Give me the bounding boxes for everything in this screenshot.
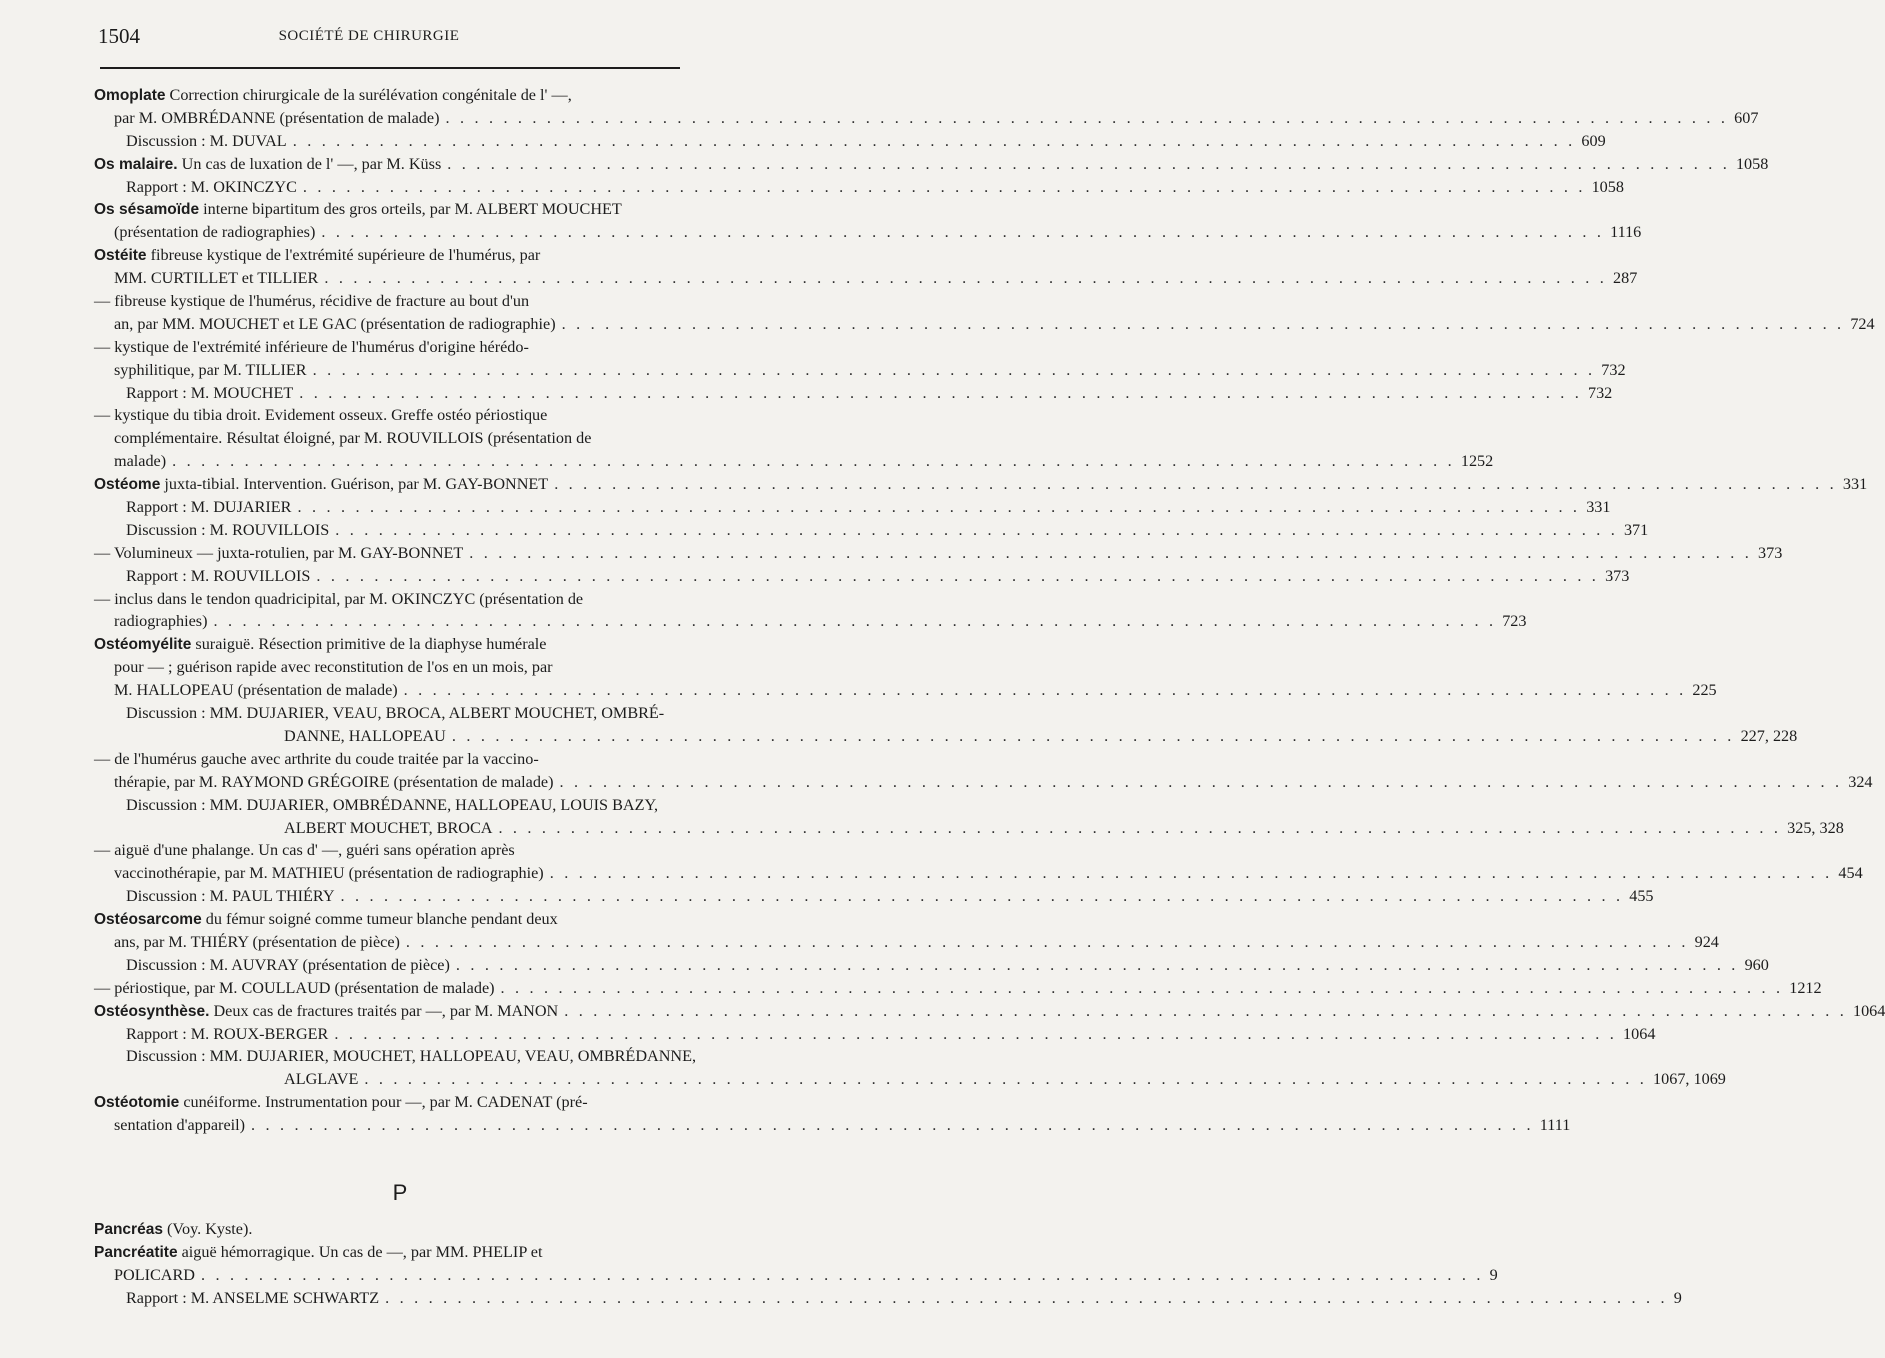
index-line [94,588,639,611]
entry-description: cunéiforme. Instrumentation pour —, par M. CADENAT (pré- [179,1093,588,1112]
page-reference: 1064 [1623,1024,1656,1043]
entry-text [284,1068,358,1091]
entry-headword: Ostéosarcome [94,911,202,929]
page-reference: 371 [1623,520,1649,539]
index-entries-o [94,84,1885,1137]
entry-text [94,1241,542,1265]
entry-text [126,702,664,725]
index-line [94,359,1626,382]
entry-description: Discussion : M. DUVAL [126,131,287,150]
index-line [94,1287,1682,1310]
entry-headword: Ostéome [94,476,161,494]
entry-description: Deux cas de fractures traités par —, par M. MANON [209,1001,559,1020]
entry-description: Discussion : MM. DUJARIER, VEAU, BROCA, ALBERT MOUCHET, OMBRÉ- [126,704,665,723]
entry-description: du fémur soigné comme tumeur blanche pendant deux [201,910,558,929]
entry-description: malade) [114,452,167,471]
entry-text [126,565,310,588]
entry-text [94,244,540,268]
entry-description: — aiguë d'une phalange. Un cas d' —, guéri sans opération après [94,841,515,860]
index-line [94,931,1719,954]
index-line [94,1218,639,1241]
dot-leader [452,725,1735,748]
page-reference: 455 [1629,887,1654,906]
index-line [94,450,1494,473]
dot-leader [456,954,1739,977]
entry-text [114,107,439,130]
entry-description: radiographies) [114,612,208,631]
dot-leader [299,382,1582,405]
entry-text [94,84,572,108]
entry-text [94,473,548,497]
index-line [94,290,639,313]
dot-leader [445,107,1728,130]
entry-text [114,656,553,679]
dot-leader [406,931,1689,954]
dot-leader [498,817,1781,840]
page-reference: 1252 [1460,452,1494,471]
entry-description: — inclus dans le tendon quadricipital, par M. OKINCZYC (présentation de [94,589,584,608]
page-reference: 373 [1758,543,1783,562]
page-reference: 1111 [1539,1116,1571,1135]
dot-leader [341,885,1624,908]
index-line [94,427,639,450]
entry-headword: Os sésamoïde [94,201,200,219]
page-reference: 1058 [1735,154,1769,173]
index-line [94,954,1769,977]
index-line [94,1264,1498,1287]
entry-description: — fibreuse kystique de l'humérus, récidive de fracture au bout d'un [94,292,530,311]
entry-description: par M. OMBRÉDANNE (présentation de malade) [114,108,440,127]
running-title: SOCIÉTÉ DE CHIRURGIE [278,28,460,44]
entry-description: ALGLAVE [284,1070,359,1089]
index-line [94,908,639,931]
index-line [94,1000,1885,1023]
section-letter: P [392,1180,408,1205]
entry-text [94,153,441,177]
index-line [94,656,639,679]
entry-text [114,771,554,794]
entry-description: (présentation de radiographies) [114,223,316,242]
entry-description: an, par MM. MOUCHET et LE GAC (présentation de radiographie) [114,314,556,333]
page-reference: 609 [1581,131,1606,150]
index-line [94,84,639,107]
index-line [94,1045,697,1068]
entry-text [94,839,515,862]
index-line [94,267,1638,290]
dot-leader [562,313,1845,336]
index-line [94,244,639,267]
entry-text [114,1114,245,1137]
page-reference: 331 [1842,475,1868,494]
entry-text [126,382,293,405]
entry-text [284,817,492,840]
dot-leader [364,1068,1647,1091]
index-line [94,176,1624,199]
entry-description: Rapport : M. MOUCHET [126,383,294,402]
page-reference: 732 [1587,383,1613,402]
dot-leader [334,1023,1617,1046]
entry-text [126,176,297,199]
index-line [94,610,1527,633]
index-line [94,1091,639,1114]
entry-text [94,908,558,932]
entry-description: fibreuse kystique de l'extrémité supérieure de l'humérus, par [146,246,541,265]
dot-leader [335,519,1618,542]
dot-leader [501,977,1784,1000]
entry-description: — kystique de l'extrémité inférieure de l'humérus d'origine hérédo- [94,337,529,356]
dot-leader [404,679,1687,702]
index-line [94,336,639,359]
entry-text [126,1287,379,1310]
entry-text [94,748,539,771]
entry-description: aiguë hémorragique. Un cas de —, par MM. PHELIP et [177,1242,543,1261]
entry-headword: Pancréatite [94,1243,178,1261]
entry-description: Discussion : M. PAUL THIÉRY [126,887,335,906]
entry-text [114,610,208,633]
entry-description: Un cas de luxation de l' —, par M. Küss [177,154,442,173]
page-header [98,24,640,54]
entry-text [94,198,622,222]
entry-text [126,794,658,817]
page-reference: 1067, 1069 [1653,1070,1726,1089]
entry-text [94,1000,558,1024]
entry-description: syphilitique, par M. TILLIER [114,360,307,379]
index-line [94,725,1798,748]
entry-description: pour — ; guérison rapide avec reconstitution de l'os en un mois, par [114,658,553,677]
index-line [94,862,1863,885]
page-reference: 331 [1586,498,1611,517]
page-reference: 324 [1848,772,1873,791]
entry-description: Correction chirurgicale de la surélévation congénitale de l' —, [165,86,572,104]
dot-leader [172,450,1455,473]
entry-text [94,290,529,313]
page-reference: 723 [1502,612,1527,631]
index-line [94,839,639,862]
dot-leader [293,130,1576,153]
entry-text [114,427,591,450]
entry-description: DANNE, HALLOPEAU [284,726,446,745]
page-reference: 227, 228 [1740,726,1798,745]
dot-leader [316,565,1599,588]
entry-text [126,519,329,542]
entry-text [94,1091,588,1115]
entry-description: ans, par M. THIÉRY (présentation de pièce) [114,932,400,951]
index-line [94,977,1822,1000]
entry-description: Rapport : M. ANSELME SCHWARTZ [126,1288,380,1307]
index-line [94,1114,1571,1137]
entry-description: (Voy. Kyste). [162,1220,253,1238]
dot-leader [554,473,1837,496]
page-reference: 9 [1489,1265,1498,1284]
dot-leader [550,862,1833,885]
page-reference: 225 [1692,681,1717,700]
entry-text [94,1218,252,1242]
entry-description: — de l'humérus gauche avec arthrite du coude traitée par la vaccino- [94,749,539,768]
index-line [94,382,1613,405]
index-line [94,107,1759,130]
index-entries-p [94,1218,1682,1310]
entry-description: Rapport : M. DUJARIER [126,498,292,517]
entry-headword: Ostéotomie [94,1094,180,1112]
entry-text [94,977,495,1000]
entry-text [114,1264,195,1287]
index-line [94,221,1642,244]
page-reference: 325, 328 [1787,818,1844,837]
entry-description: Discussion : M. AUVRAY (présentation de pièce) [126,955,450,974]
index-line [94,404,639,427]
entry-description: complémentaire. Résultat éloigné, par M. ROUVILLOIS (présentation de [114,429,592,448]
index-line [94,748,639,771]
entry-text [114,450,166,473]
entry-text [94,404,547,427]
page-reference: 9 [1673,1288,1682,1307]
entry-description: suraiguë. Résection primitive de la diaphyse humérale [191,635,547,654]
entry-text [126,1045,696,1068]
page-reference: 1116 [1610,223,1642,242]
index-line [94,817,1844,840]
dot-leader [469,542,1752,565]
entry-headword: Omoplate [94,87,166,104]
entry-text [94,633,546,657]
index-line [94,771,1873,794]
index-line [94,794,659,817]
entry-description: sentation d'appareil) [114,1116,246,1135]
entry-description: Discussion : MM. DUJARIER, MOUCHET, HALLOPEAU, VEAU, OMBRÉDANNE, [126,1047,697,1066]
index-line [94,565,1630,588]
entry-headword: Ostéosynthèse. [94,1002,210,1020]
dot-leader [324,267,1607,290]
index-line [94,153,1769,176]
index-line [94,1023,1656,1046]
index-line [94,519,1649,542]
entry-text [114,221,315,244]
dot-leader [313,359,1596,382]
index-line [94,542,1783,565]
page-reference: 1058 [1591,177,1624,196]
index-line [94,885,1654,908]
entry-description: Discussion : MM. DUJARIER, OMBRÉDANNE, HALLOPEAU, LOUIS BAZY, [126,795,659,814]
entry-description: M. HALLOPEAU (présentation de malade) [114,681,398,700]
dot-leader [201,1264,1484,1287]
dot-leader [251,1114,1534,1137]
dot-leader [297,496,1580,519]
page-reference: 924 [1694,932,1719,951]
dot-leader [447,153,1730,176]
dot-leader [303,176,1586,199]
dot-leader [564,1000,1847,1023]
page-reference: 732 [1601,360,1626,379]
entry-description: Discussion : M. ROUVILLOIS [126,520,330,539]
page-reference: 724 [1850,314,1875,333]
page-reference: 1212 [1789,978,1822,997]
entry-text [94,336,529,359]
entry-description: POLICARD [114,1265,195,1284]
dot-leader [385,1287,1668,1310]
entry-headword: Pancréas [94,1221,163,1238]
entry-description: juxta-tibial. Intervention. Guérison, par M. GAY-BONNET [160,475,549,494]
index-line [94,198,639,221]
entry-text [114,679,398,702]
entry-text [126,1023,328,1046]
index-line [94,1241,639,1264]
index-line [94,633,639,656]
index-line [94,1068,1726,1091]
dot-leader [321,221,1604,244]
entry-description: vaccinothérapie, par M. MATHIEU (présentation de radiographie) [114,864,544,883]
entry-description: — périostique, par M. COULLAUD (présentation de malade) [94,978,495,997]
page-reference: 287 [1613,269,1638,288]
dot-leader [560,771,1843,794]
header-rule [100,67,680,69]
page-reference: 960 [1744,955,1769,974]
index-line [94,473,1868,496]
entry-description: MM. CURTILLET et TILLIER [114,269,319,288]
index-line [94,679,1717,702]
entry-text [94,588,583,611]
entry-text [94,542,463,565]
dot-leader [214,610,1497,633]
entry-description: Rapport : M. ROUX-BERGER [126,1024,329,1043]
index-line [94,130,1606,153]
entry-headword: Os malaire. [94,155,178,173]
entry-description: thérapie, par M. RAYMOND GRÉGOIRE (présentation de malade) [114,772,554,791]
entry-text [114,931,400,954]
page-reference: 1064 [1852,1001,1885,1020]
page-reference: 373 [1605,566,1630,585]
entry-description: — Volumineux — juxta-rotulien, par M. GAY-BONNET [94,543,464,562]
entry-description: Rapport : M. ROUVILLOIS [126,566,311,585]
index-line [94,702,665,725]
entry-description: ALBERT MOUCHET, BROCA [284,818,493,837]
entry-text [114,862,544,885]
entry-text [126,130,287,153]
entry-description: interne bipartitum des gros orteils, par M. ALBERT MOUCHET [199,200,622,219]
entry-text [126,496,291,519]
page-reference: 454 [1838,864,1863,883]
index-line [94,313,1875,336]
entry-headword: Ostéomyélite [94,636,192,654]
page-number: 1504 [98,24,140,48]
entry-text [114,267,318,290]
entry-description: — kystique du tibia droit. Evidement osseux. Greffe ostéo périostique [94,406,548,425]
entry-text [114,313,556,336]
index-line [94,496,1611,519]
entry-description: Rapport : M. OKINCZYC [126,177,297,196]
entry-text [284,725,446,748]
page-reference: 607 [1734,108,1759,127]
entry-headword: Ostéite [94,247,147,265]
entry-text [114,359,307,382]
entry-text [126,954,450,977]
entry-text [126,885,335,908]
